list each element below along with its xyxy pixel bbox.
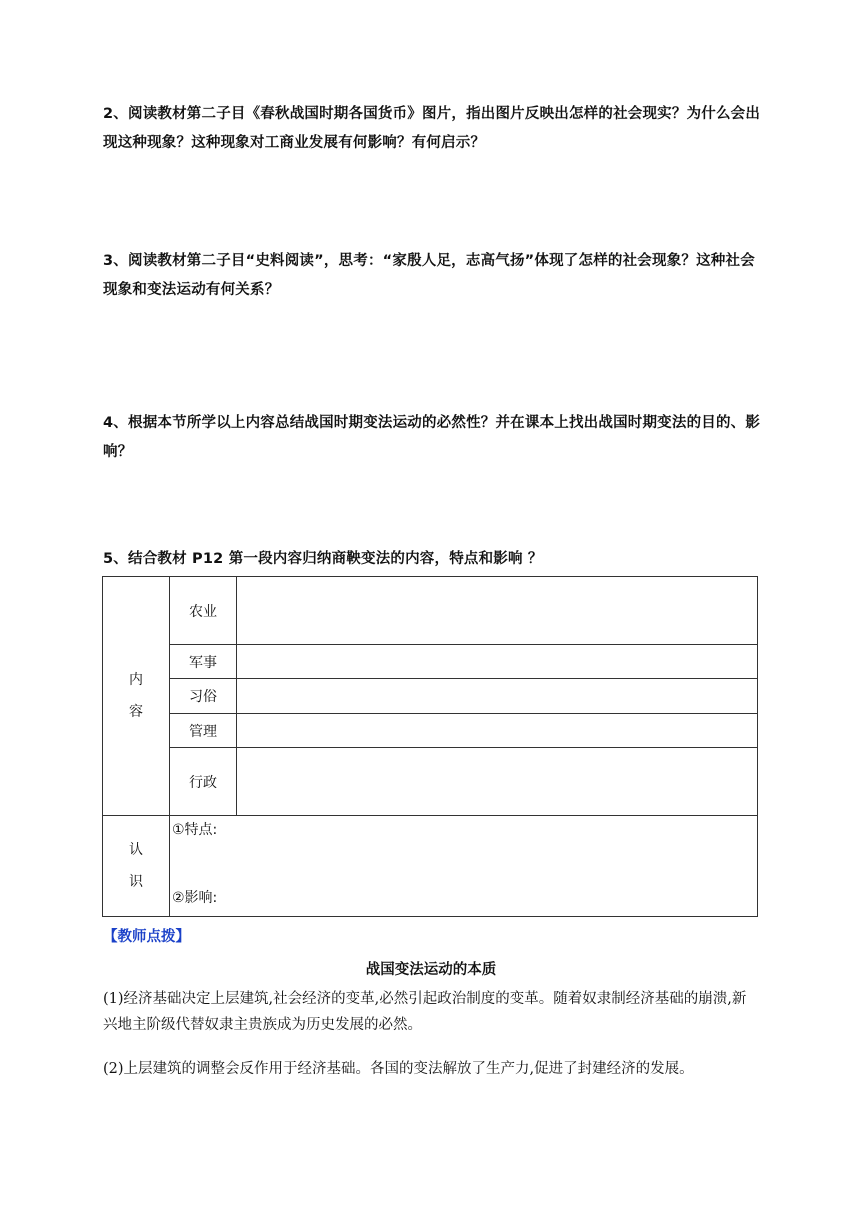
essence-paragraph-1: (1)经济基础决定上层建筑,社会经济的变革,必然引起政治制度的变革。随着奴隶制经济基础的崩溃,新兴地主阶级代替奴隶主贵族成为历史发展的必然。 (103, 991, 747, 1033)
question-3: 3、阅读教材第二子目“史料阅读”，思考：“家殷人足，志高气扬”体现了怎样的社会现象？这种社会现象和变法运动有何关系？ (103, 253, 755, 298)
answer-cell-customs[interactable] (237, 679, 758, 714)
answer-cell-agriculture[interactable] (237, 577, 758, 645)
impact-label: ②影响: (172, 890, 218, 906)
content-header-cell (103, 577, 170, 816)
renshi-label-1: 认 (129, 842, 143, 858)
essence-title: 战国变法运动的本质 (365, 962, 497, 978)
answer-cell-military[interactable] (237, 645, 758, 679)
row-label-military: 军事 (170, 645, 237, 679)
row-label-management: 管理 (170, 714, 237, 748)
row-label-agriculture: 农业 (170, 577, 237, 645)
content-label-1: 内 (129, 672, 143, 688)
row-label-customs: 习俗 (170, 679, 237, 714)
essence-paragraph-2: (2)上层建筑的调整会反作用于经济基础。各国的变法解放了生产力,促进了封建经济的发展。 (103, 1061, 694, 1077)
question-2: 2、阅读教材第二子目《春秋战国时期各国货币》图片，指出图片反映出怎样的社会现实？为什么会出现这种现象？这种现象对工商业发展有何影响？有何启示？ (103, 106, 761, 151)
renshi-header-cell (103, 816, 170, 917)
content-label-2: 容 (129, 704, 143, 720)
shang-yang-reform-table (102, 576, 758, 917)
renshi-answer-cell[interactable] (170, 816, 758, 917)
question-4: 4、根据本节所学以上内容总结战国时期变法运动的必然性？并在课本上找出战国时期变法的目的、影响？ (103, 415, 761, 460)
answer-cell-administration[interactable] (237, 748, 758, 816)
feature-label: ①特点: (172, 822, 218, 838)
renshi-label-2: 识 (129, 874, 143, 890)
teacher-tip-heading: 【教师点拨】 (103, 929, 190, 945)
question-5: 5、结合教材 P12 第一段内容归纳商鞅变法的内容，特点和影响 ？ (103, 551, 543, 567)
row-label-administration: 行政 (170, 748, 237, 816)
answer-cell-management[interactable] (237, 714, 758, 748)
